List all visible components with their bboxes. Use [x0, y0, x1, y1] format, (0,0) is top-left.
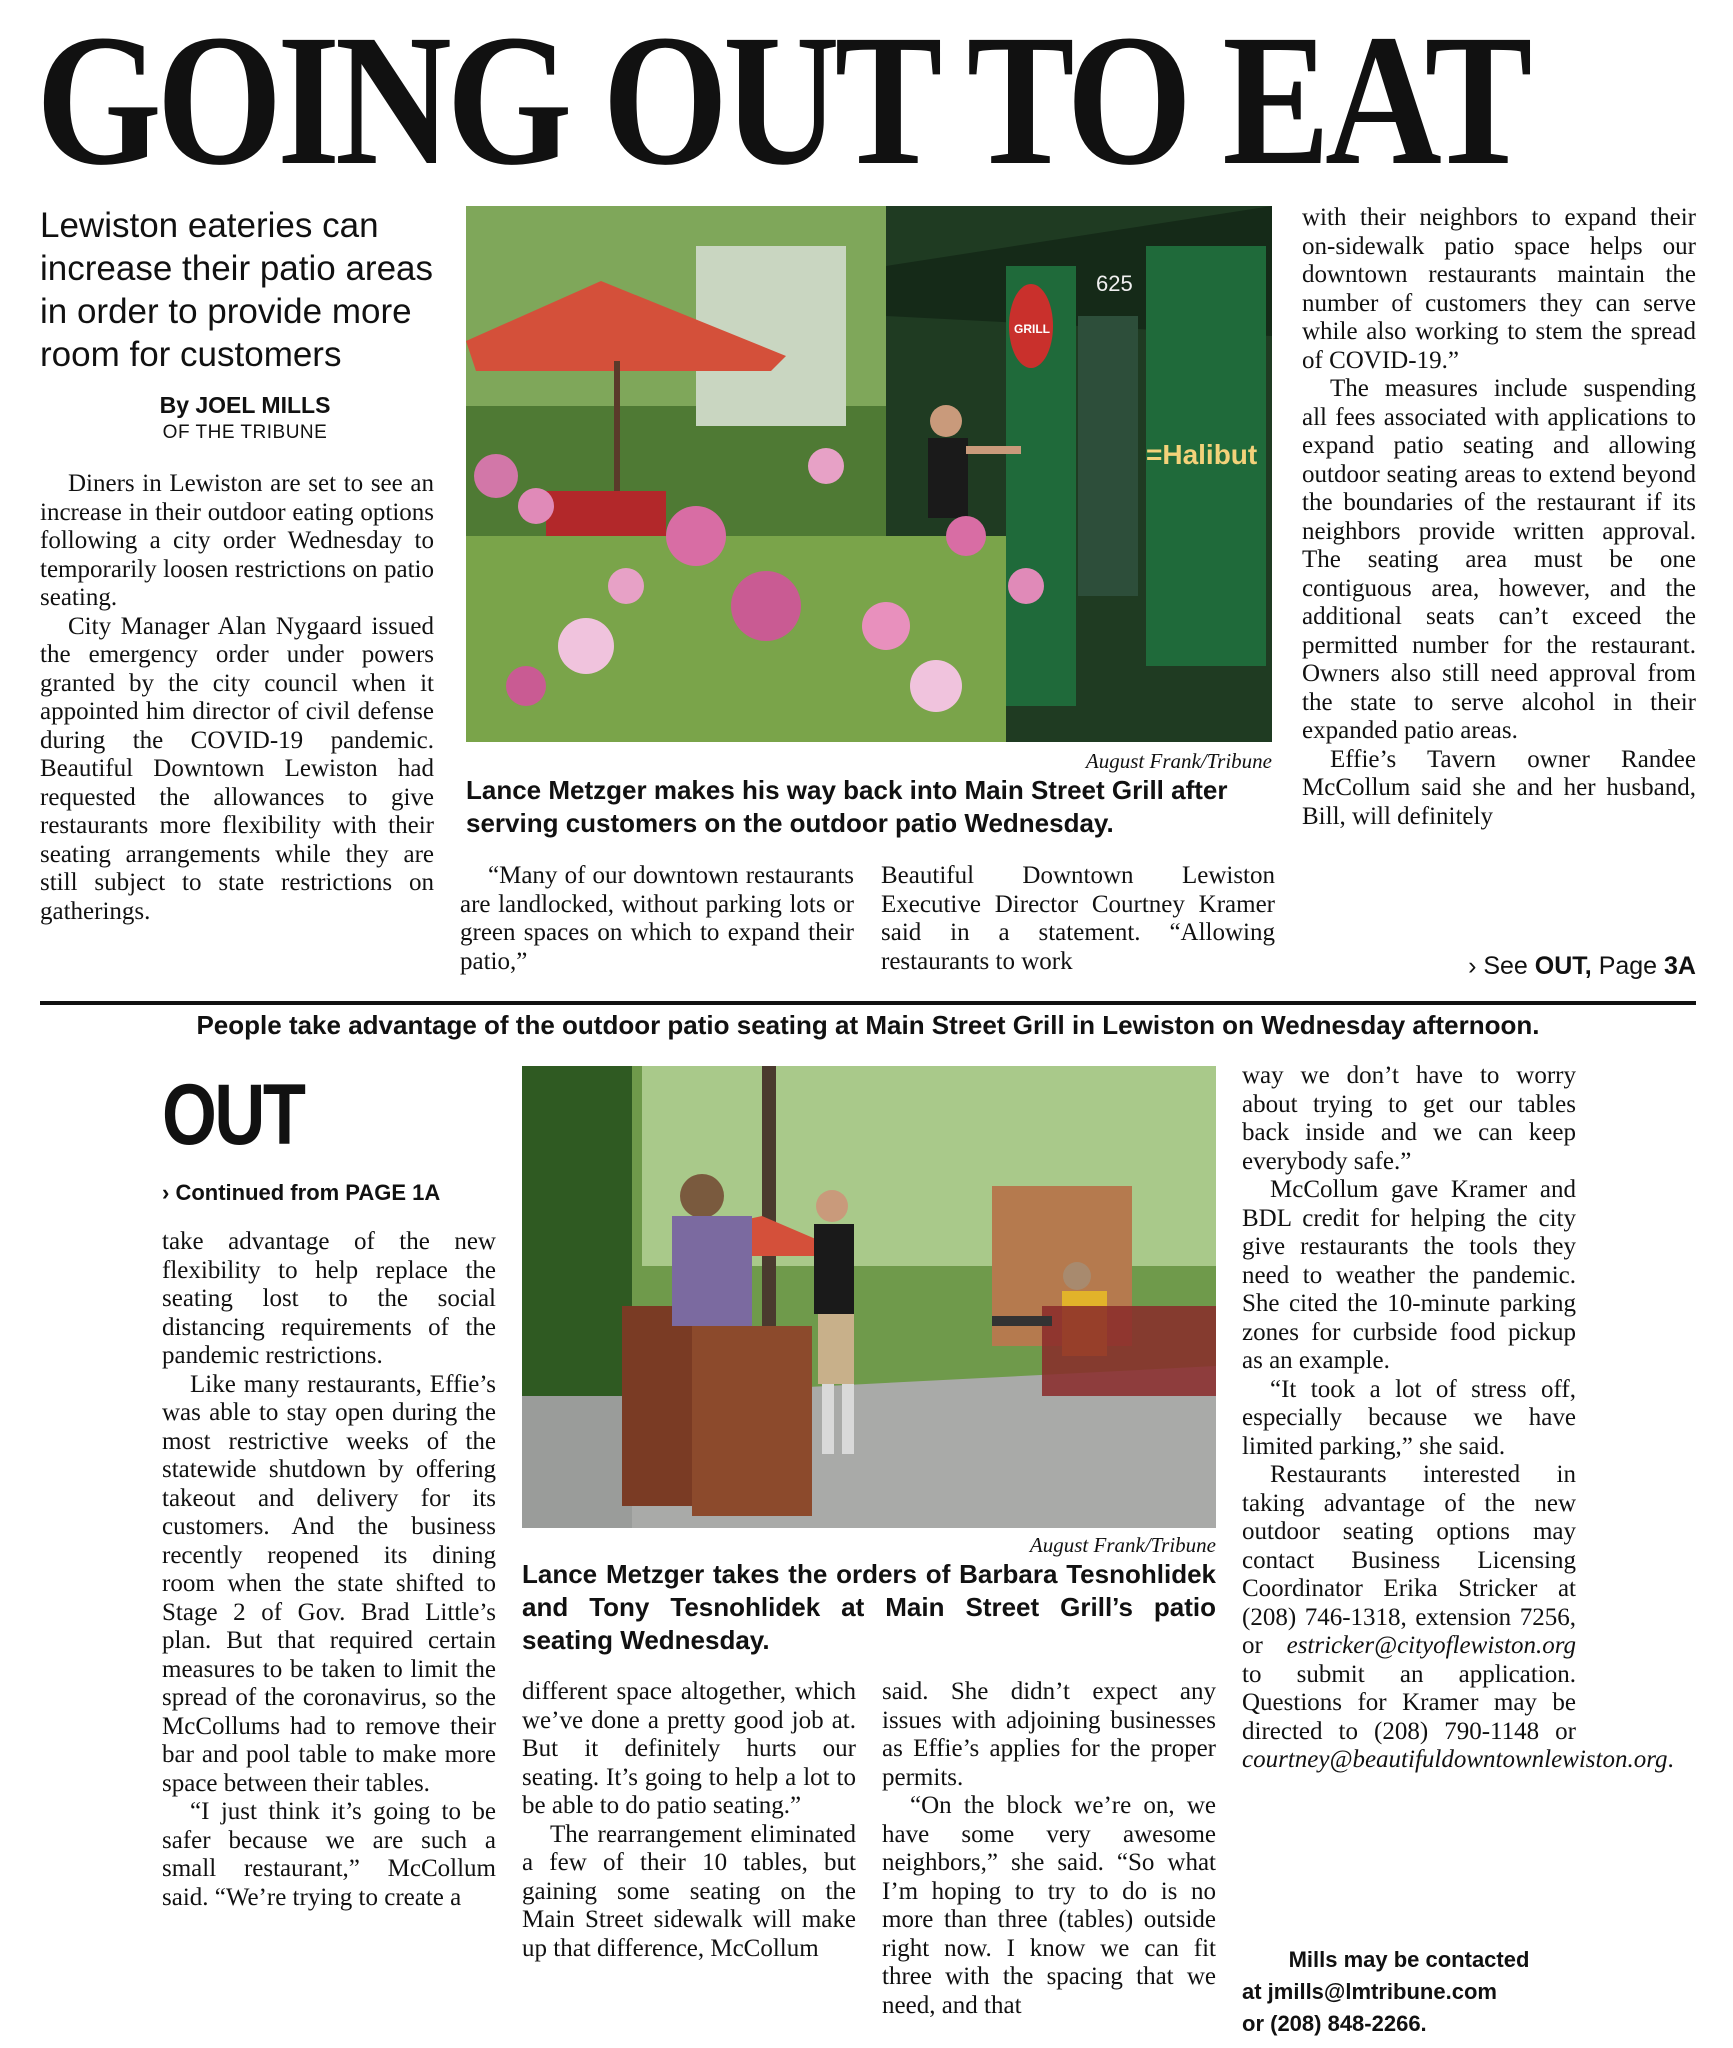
story-column-3 [881, 862, 1275, 976]
jump-page: 3A [1664, 952, 1696, 980]
sign-grill: GRILL [1014, 322, 1050, 336]
out-column-1 [162, 1228, 496, 1912]
paragraph: said. She didn’t expect any issues with adjoining businesses as Effie’s applies for the proper permits. [882, 1678, 1216, 1791]
photo-credit: August Frank/Tribune [1085, 749, 1272, 773]
story-column-2 [460, 862, 854, 976]
paragraph: “I just think it’s going to be safer because we are such a small restaurant,” McCollum said. “We’re trying to create a [162, 1798, 496, 1911]
paragraph: way we don’t have to worry about trying to get our tables back inside and we can keep everybody safe.” [1242, 1062, 1576, 1175]
deck: Lewiston eateries can increase their patio areas in order to provide more room for customers [40, 206, 433, 374]
paragraph: take advantage of the new flexibility to help replace the seating lost to the social distancing requirements of the pandemic restrictions. [162, 1228, 496, 1369]
paragraph: The measures include suspending all fees associated with applications to expand patio seating and allowing outdoor seating areas to extend beyond the boundaries of the restaurant if its neighbors provide written approval. The seating area must be one contiguous area, however, and the additional seats can’t exceed the permitted number for the restaurant. Owners also still need approval from the state to serve alcohol in their expanded patio areas. [1302, 375, 1696, 744]
contact-box [1242, 1944, 1576, 2040]
sign-address: 625 [1096, 271, 1133, 296]
story-column-1 [40, 470, 434, 926]
contact-line-1: Mills may be contacted [1288, 1947, 1530, 1972]
out-column-3 [882, 1678, 1216, 2020]
jump-page-label: Page [1598, 952, 1658, 980]
paragraph: McCollum gave Kramer and BDL credit for helping the city give restaurants the tools they need to weather the pandemic. She cited the 10-minute parking zones for curbside food pickup as an example. [1242, 1176, 1576, 1374]
headline: GOING OUT TO EAT [36, 0, 1528, 204]
paragraph: Beautiful Downtown Lewiston Executive Director Courtney Kramer said in a statement. “Allowing restaurants to work [881, 862, 1275, 975]
photo-credit-2: August Frank/Tribune [1029, 1533, 1216, 1557]
out-column-2 [522, 1678, 856, 1963]
section-divider [40, 1001, 1696, 1005]
paragraph: City Manager Alan Nygaard issued the emergency order under powers granted by the city council when it appointed him director of civil defense during the COVID-19 pandemic. Beautiful Downtown Lewiston had requested the allowances to give restaurants more flexibility with their seating arrangements while they are still subject to state restrictions on gatherings. [40, 612, 434, 925]
byline [40, 392, 450, 446]
contact-phone: or (208) 848-2266. [1242, 2011, 1427, 2036]
jump-prefix: › See [1468, 952, 1528, 980]
paragraph: “Many of our downtown restaurants are landlocked, without parking lots or green spaces on which to expand their patio,” [460, 862, 854, 975]
byline-affiliation: OF THE TRIBUNE [162, 422, 328, 443]
byline-author: By JOEL MILLS [159, 392, 331, 418]
sign-halibut: =Halibut [1146, 439, 1258, 470]
continued-from[interactable]: › Continued from PAGE 1A [162, 1180, 441, 1205]
text-span: to submit an application. Questions for Kramer may be directed to (208) 790-1148 or [1242, 1660, 1576, 1745]
story-column-4 [1302, 204, 1696, 831]
paragraph: “On the block we’re on, we have some very awesome neighbors,” she said. “So what I’m hoping to try to do is no more than three (tables) outside right now. I know we can fit three with the spacing that we need, and that [882, 1792, 1216, 2019]
photo-illustration [466, 206, 1272, 742]
text-span: . [1667, 1746, 1674, 1773]
email-link[interactable]: courtney@beautifuldowntownlewiston.org [1242, 1746, 1668, 1773]
paragraph: The rearrangement eliminated a few of their 10 tables, but gaining some seating on the Main Street sidewalk will make up that difference, McCollum [522, 1820, 856, 1962]
photo-patio-flowers [466, 206, 1272, 742]
paragraph: Diners in Lewiston are set to see an increase in their outdoor eating options following a city order Wednesday to temporarily loosen restrictions on patio seating. [40, 470, 434, 611]
paragraph: Effie’s Tavern owner Randee McCollum said she and her husband, Bill, will definitely [1302, 745, 1696, 830]
bottom-caption: People take advantage of the outdoor patio seating at Main Street Grill in Lewiston on Wednesday afternoon. [196, 1010, 1540, 1040]
photo-illustration-2 [522, 1066, 1216, 1528]
paragraph: different space altogether, which we’ve done a pretty good job at. But it definitely hurts our seating. It’s going to help a lot to be able to do patio seating.” [522, 1678, 856, 1819]
contact-email[interactable]: at jmills@lmtribune.com [1242, 1979, 1497, 2004]
out-column-4 [1242, 1062, 1674, 1775]
email-link[interactable]: estricker@cityoflewiston.org [1286, 1632, 1576, 1659]
paragraph: with their neighbors to expand their on-sidewalk patio space helps our downtown restaurants maintain the number of customers they can serve while also working to stem the spread of COVID-19.” [1302, 204, 1696, 374]
paragraph: Like many restaurants, Effie’s was able to stay open during the most restrictive weeks of the statewide shutdown by offering takeout and delivery for its customers. And the business recently reopened its dining room when the state shifted to Stage 2 of Gov. Brad Little’s plan. But that required certain measures to be taken to limit the spread of the coronavirus, so the McCollums had to remove their bar and pool table to make more space between their tables. [162, 1370, 496, 1797]
photo-patio-orders [522, 1066, 1216, 1528]
paragraph: “It took a lot of stress off, especially because we have limited parking,” she said. [1242, 1375, 1576, 1460]
photo-caption-2: Lance Metzger takes the orders of Barbara Tesnohlidek and Tony Tesnohlidek at Main Street Grill’s patio seating Wednesday. [522, 1559, 1216, 1655]
jump-word: OUT, [1534, 952, 1592, 980]
paragraph [1242, 1461, 1674, 1775]
out-title: OUT [162, 1067, 304, 1163]
jump-line[interactable] [1302, 952, 1696, 981]
photo-caption: Lance Metzger makes his way back into Main Street Grill after serving customers on the outdoor patio Wednesday. [466, 775, 1228, 838]
text-span: Restaurants interested in taking advantage of the new outdoor seating options may contact Business Licensing Coordinator Erika Stricker at (208) 746-1318, extension 7256, or [1242, 1461, 1576, 1659]
